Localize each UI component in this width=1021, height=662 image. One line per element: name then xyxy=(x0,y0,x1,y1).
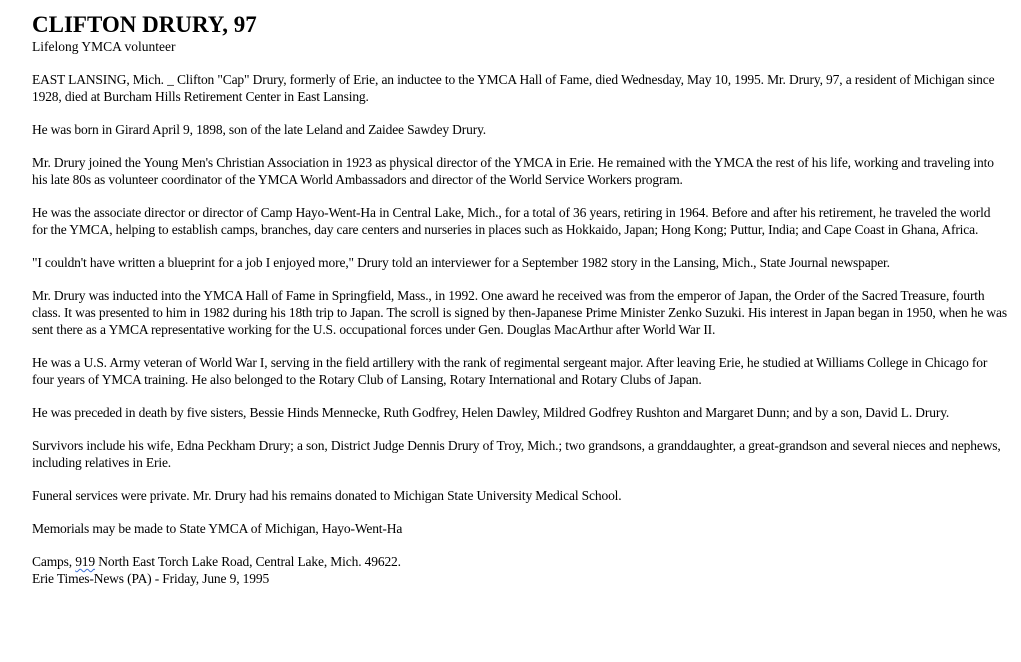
source-line: Erie Times-News (PA) - Friday, June 9, 1995 xyxy=(32,571,270,586)
obituary-title: CLIFTON DRURY, 97 xyxy=(32,12,257,37)
paragraph-camp-director: He was the associate director or director of Camp Hayo-Went-Ha in Central Lake, Mich., for a total of 36 years, retiring in 1964. Before and after his retirement, he traveled the world for the YMCA, helping to establish camps, branches, day care centers and nurseries in places such as Hokkaido, Japan; Hong Kong; Puttur, India; and Cape Coast in Ghana, Africa. xyxy=(32,205,991,237)
paragraph-military: He was a U.S. Army veteran of World War I, serving in the field artillery with the rank of regimental sergeant major. After leaving Erie, he studied at Williams College in Chicago for four years of YMCA training. He also belonged to the Rotary Club of Lansing, Rotary International and Rotary Clubs of Japan. xyxy=(32,355,988,387)
document-page xyxy=(32,12,1007,587)
obituary-subtitle: Lifelong YMCA volunteer xyxy=(32,39,176,54)
paragraph-ymca-career: Mr. Drury joined the Young Men's Christian Association in 1923 as physical director of the YMCA in Erie. He remained with the YMCA the rest of his life, working and traveling into his late 80s as volunteer coordinator of the YMCA World Ambassadors and director of the World Service Workers program. xyxy=(32,155,994,187)
paragraph-hall-of-fame: Mr. Drury was inducted into the YMCA Hall of Fame in Springfield, Mass., in 1992. One award he received was from the emperor of Japan, the Order of the Sacred Treasure, fourth class. It was presented to him in 1982 during his 18th trip to Japan. The scroll is signed by then-Japanese Prime Minister Zenko Suzuki. His interest in Japan began in 1950, when he was sent there as a YMCA representative working for the U.S. occupational forces under Gen. Douglas MacArthur after World War II. xyxy=(32,288,1007,337)
paragraph-birth: He was born in Girard April 9, 1898, son of the late Leland and Zaidee Sawdey Drury. xyxy=(32,122,487,137)
paragraph-dateline: EAST LANSING, Mich. _ Clifton "Cap" Drury, formerly of Erie, an inductee to the YMCA Hall of Fame, died Wednesday, May 10, 1995. Mr. Drury, 97, a resident of Michigan since 1928, died at Burcham Hills Retirement Center in East Lansing. xyxy=(32,72,995,104)
address-number-spellcheck: 919 xyxy=(75,554,96,569)
address-prefix: Camps, xyxy=(32,554,76,569)
paragraph-camps-address xyxy=(32,553,1007,570)
paragraph-funeral: Funeral services were private. Mr. Drury had his remains donated to Michigan State University Medical School. xyxy=(32,488,622,503)
paragraph-memorials: Memorials may be made to State YMCA of Michigan, Hayo-Went-Ha xyxy=(32,521,403,536)
paragraph-preceded: He was preceded in death by five sisters, Bessie Hinds Mennecke, Ruth Godfrey, Helen Dawley, Mildred Godfrey Rushton and Margaret Dunn; and by a son, David L. Drury. xyxy=(32,405,950,420)
address-suffix: North East Torch Lake Road, Central Lake, Mich. 49622. xyxy=(95,554,401,569)
paragraph-quote: "I couldn't have written a blueprint for a job I enjoyed more," Drury told an interviewer for a September 1982 story in the Lansing, Mich., State Journal newspaper. xyxy=(32,255,890,270)
paragraph-survivors: Survivors include his wife, Edna Peckham Drury; a son, District Judge Dennis Drury of Troy, Mich.; two grandsons, a granddaughter, a great-grandson and several nieces and nephews, including relatives in Erie. xyxy=(32,438,1001,470)
